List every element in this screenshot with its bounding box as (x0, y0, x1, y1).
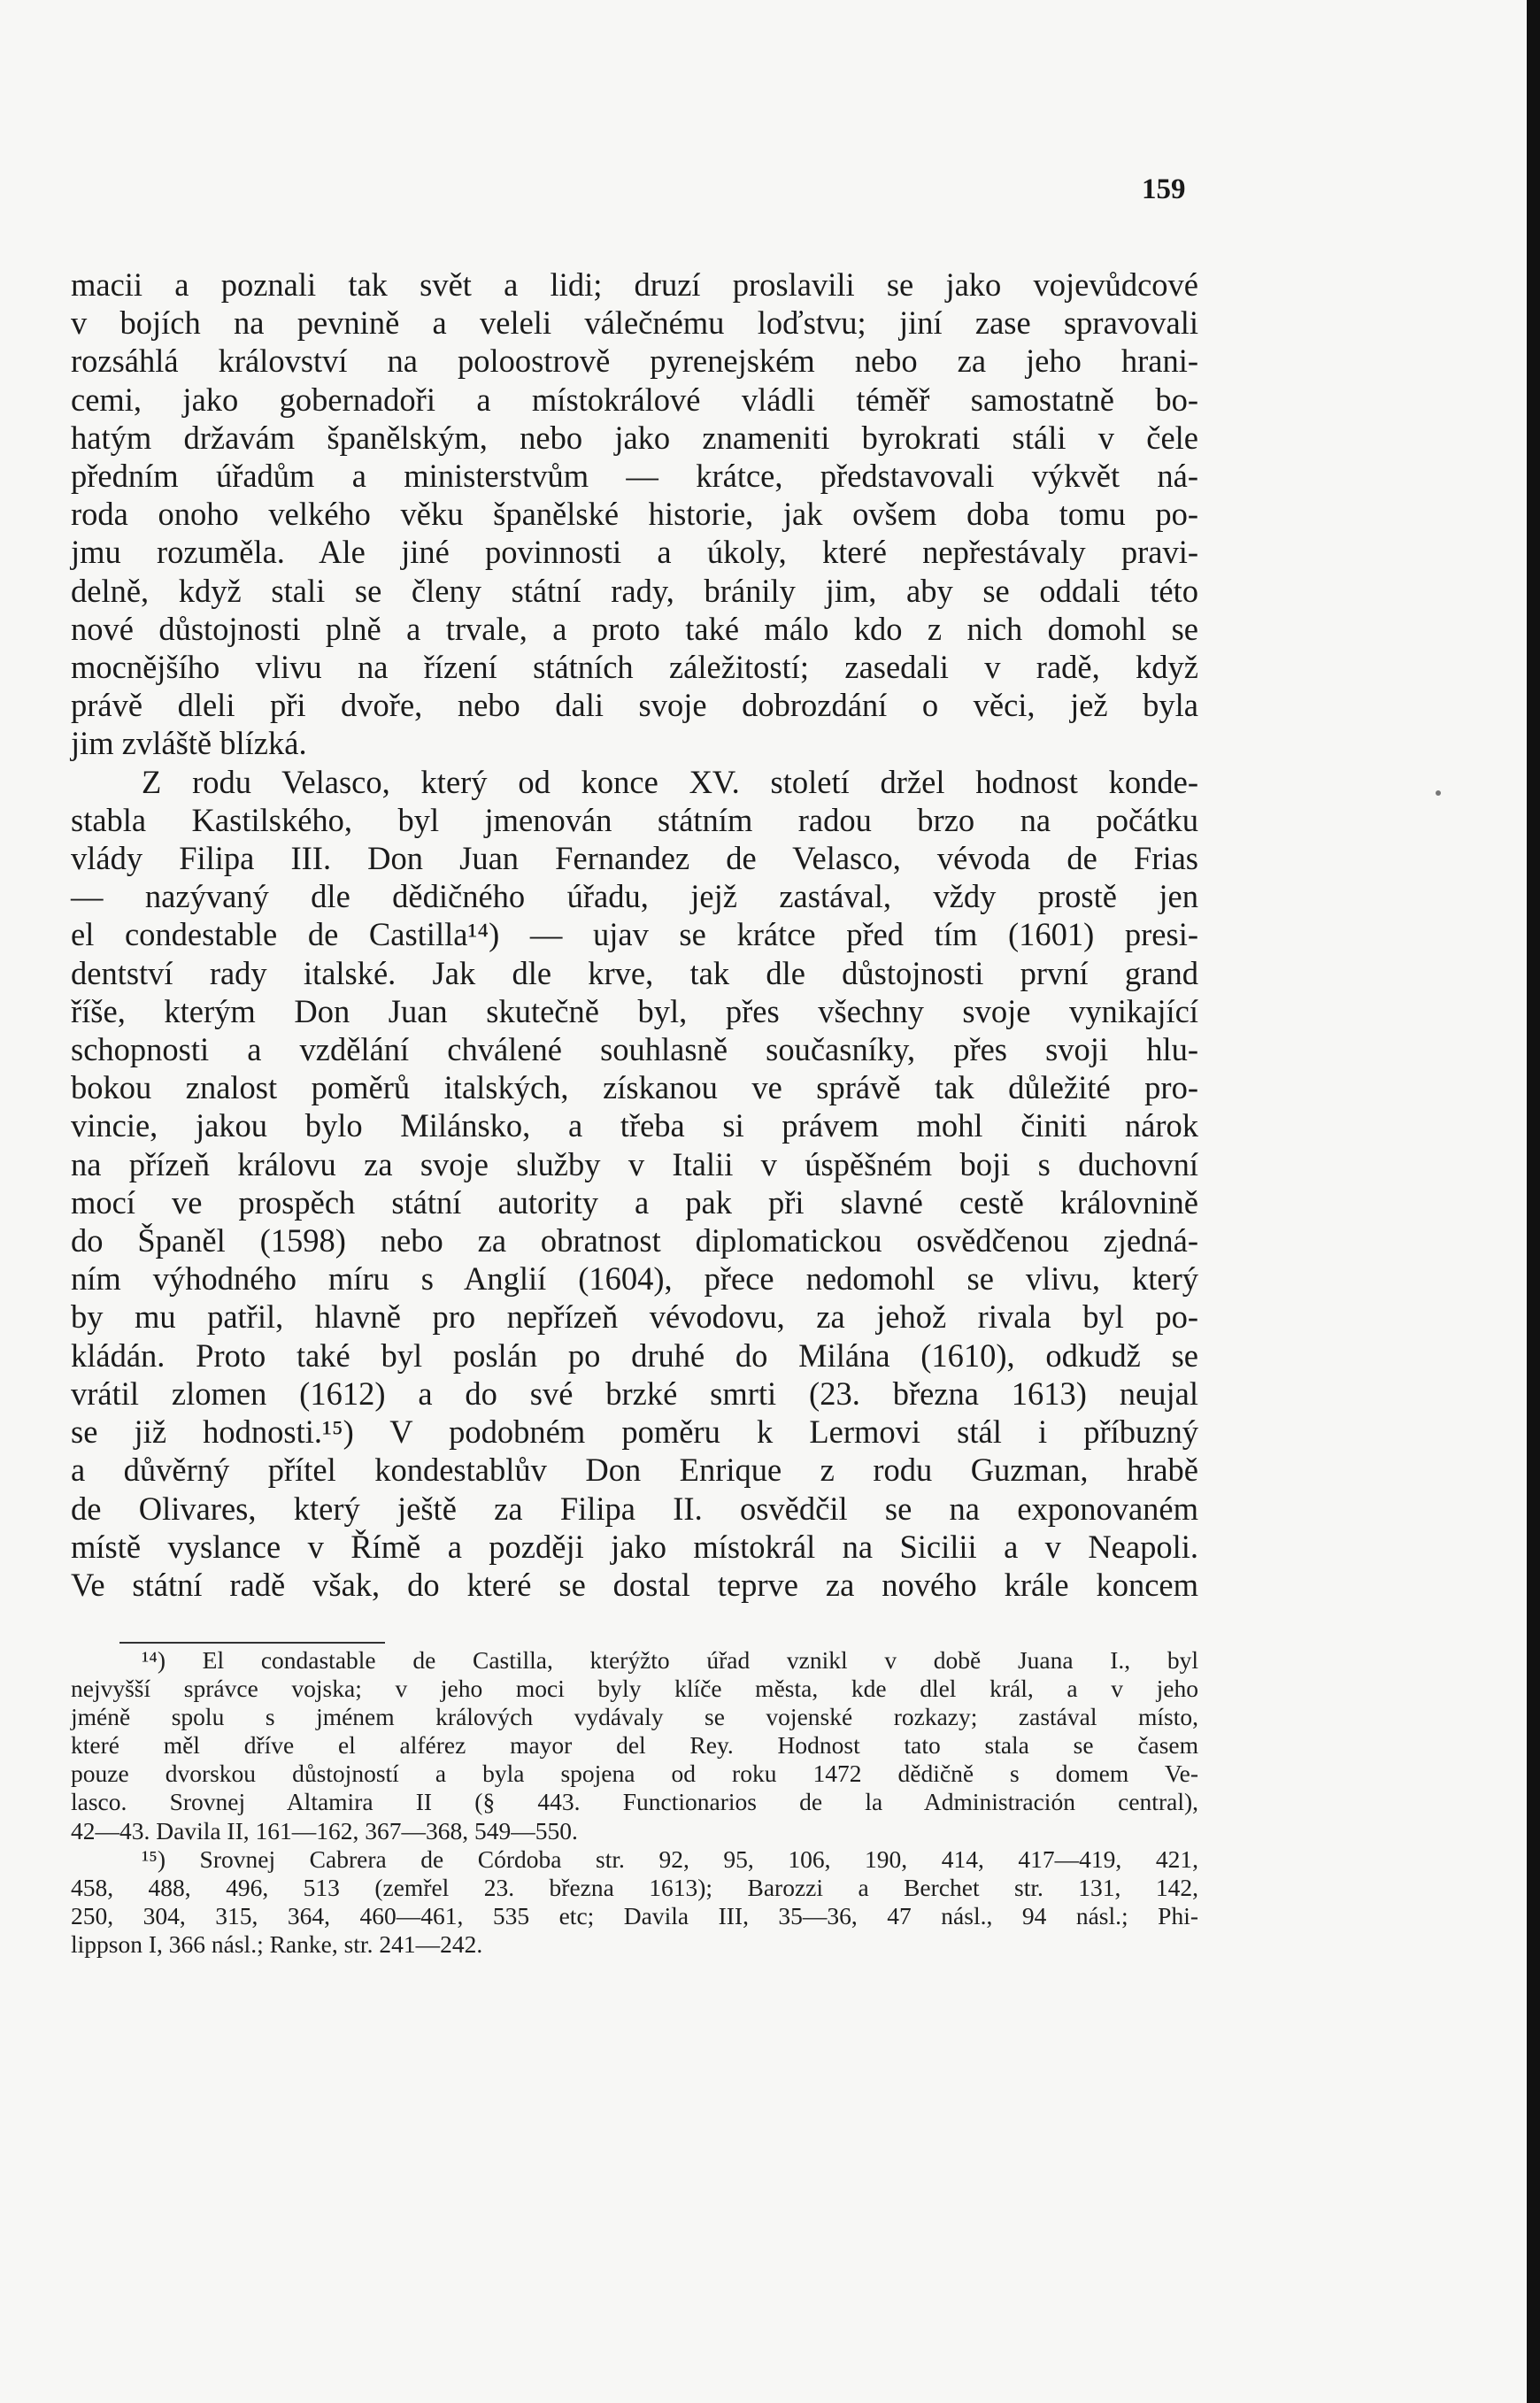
text-line: dentství rady italské. Jak dle krve, tak dle důstojnosti první grand (71, 954, 1198, 991)
text-line: de Olivares, který ještě za Filipa II. osvědčil se na exponovaném (71, 1490, 1198, 1527)
text-line: stabla Kastilského, byl jmenován státním radou brzo na počátku (71, 801, 1198, 838)
text-line: a důvěrný přítel kondestablův Don Enrique z rodu Guzman, hrabě (71, 1452, 1198, 1489)
footnote-separator (119, 1642, 385, 1644)
footnote-line: 250, 304, 315, 364, 460—461, 535 etc; Davila III, 35—36, 47 násl., 94 násl.; Phi- (71, 1901, 1198, 1929)
text-line: kládán. Proto také byl poslán po druhé do Milána (1610), odkudž se (71, 1336, 1198, 1374)
text-line: místě vyslance v Římě a později jako místokrál na Sicilii a v Neapoli. (71, 1528, 1198, 1565)
page-number: 159 (1142, 173, 1186, 205)
text-line: Ve státní radě však, do které se dostal teprve za nového krále koncem (71, 1566, 1198, 1603)
text-line: delně, když stali se členy státní rady, bránily jim, aby se oddali této (71, 572, 1198, 609)
footnote-line: pouze dvorskou důstojností a byla spojena od roku 1472 dědičně s domem Ve- (71, 1760, 1198, 1788)
footnote-line: nejvyšší správce vojska; v jeho moci byly klíče města, kde dlel král, a v jeho (71, 1675, 1198, 1703)
text-line: se již hodnosti.¹⁵) V podobném poměru k Lermovi stál i příbuzný (71, 1413, 1198, 1451)
footnote-line: 42—43. Davila II, 161—162, 367—368, 549—550. (71, 1816, 578, 1845)
text-line: roda onoho velkého věku španělské historie, jak ovšem doba tomu po- (71, 496, 1198, 533)
text-line: mocí ve prospěch státní autority a pak při slavné cestě královnině (71, 1183, 1198, 1221)
text-line: macii a poznali tak svět a lidi; druzí proslavili se jako vojevůdcové (71, 266, 1198, 303)
text-line: právě dleli při dvoře, nebo dali svoje dobrozdání o věci, jež byla (71, 687, 1198, 724)
text-line: — nazývaný dle dědičného úřadu, jejž zastával, vždy prostě jen (71, 878, 1198, 915)
footnote-line: lasco. Srovnej Altamira II (§ 443. Functionarios de la Administración central), (71, 1788, 1198, 1816)
footnote-line: 458, 488, 496, 513 (zemřel 23. března 1613); Barozzi a Berchet str. 131, 142, (71, 1873, 1198, 1901)
text-line: vrátil zlomen (1612) a do své brzké smrti (23. března 1613) neujal (71, 1375, 1198, 1412)
text-line: říše, kterým Don Juan skutečně byl, přes všechny svoje vynikající (71, 992, 1198, 1029)
footnote-line: ¹⁴) El condastable de Castilla, kterýžto úřad vznikl v době Juana I., byl (142, 1646, 1198, 1674)
footnote-line: ¹⁵) Srovnej Cabrera de Córdoba str. 92, 95, 106, 190, 414, 417—419, 421, (142, 1845, 1198, 1873)
text-line: bokou znalost poměrů italských, získanou ve správě tak důležité pro- (71, 1069, 1198, 1106)
footnote-line: jméně spolu s jménem králových vydávaly se vojenské rozkazy; zastával místo, (71, 1703, 1198, 1731)
text-line: ním výhodného míru s Anglií (1604), přece nedomohl se vlivu, který (71, 1260, 1198, 1298)
text-line: nové důstojnosti plně a trvale, a proto také málo kdo z nich domohl se (71, 610, 1198, 647)
text-line: Z rodu Velasco, který od konce XV. století držel hodnost konde- (142, 763, 1198, 800)
text-line: předním úřadům a ministerstvům — krátce, představovali výkvět ná- (71, 458, 1198, 495)
text-line: cemi, jako gobernadoři a místokrálové vládli téměř samostatně bo- (71, 381, 1198, 418)
margin-mark (1436, 790, 1441, 796)
text-line: schopnosti a vzdělání chválené souhlasně současníky, přes svoji hlu- (71, 1031, 1198, 1068)
text-line: do Španěl (1598) nebo za obratnost diplomatickou osvědčenou zjedná- (71, 1222, 1198, 1259)
footnote-line: které měl dříve el alférez mayor del Rey. Hodnost tato stala se časem (71, 1731, 1198, 1760)
text-line: v bojích na pevnině a veleli válečnému loďstvu; jiní zase spravovali (71, 304, 1198, 342)
text-line: by mu patřil, hlavně pro nepřízeň vévodovu, za jehož rivala byl po- (71, 1298, 1198, 1336)
text-line: jim zvláště blízká. (71, 725, 307, 762)
text-line: jmu rozuměla. Ale jiné povinnosti a úkoly, které nepřestávaly pravi- (71, 534, 1198, 571)
text-line: rozsáhlá království na poloostrově pyrenejském nebo za jeho hrani- (71, 343, 1198, 380)
footnote-line: lippson I, 366 násl.; Ranke, str. 241—242. (71, 1929, 483, 1958)
footnotes (71, 1646, 1198, 1959)
text-line: mocnějšího vlivu na řízení státních záležitostí; zasedali v radě, když (71, 649, 1198, 686)
text-line: hatým državám španělským, nebo jako znameniti byrokrati stáli v čele (71, 419, 1198, 456)
text-line: el condestable de Castilla¹⁴) — ujav se krátce před tím (1601) presi- (71, 916, 1198, 953)
text-line: vincie, jakou bylo Milánsko, a třeba si právem mohl činiti nárok (71, 1107, 1198, 1144)
main-text (71, 266, 1198, 1604)
text-line: vlády Filipa III. Don Juan Fernandez de Velasco, vévoda de Frias (71, 840, 1198, 877)
text-line: na přízeň královu za svoje služby v Italii v úspěšném boji s duchovní (71, 1145, 1198, 1182)
